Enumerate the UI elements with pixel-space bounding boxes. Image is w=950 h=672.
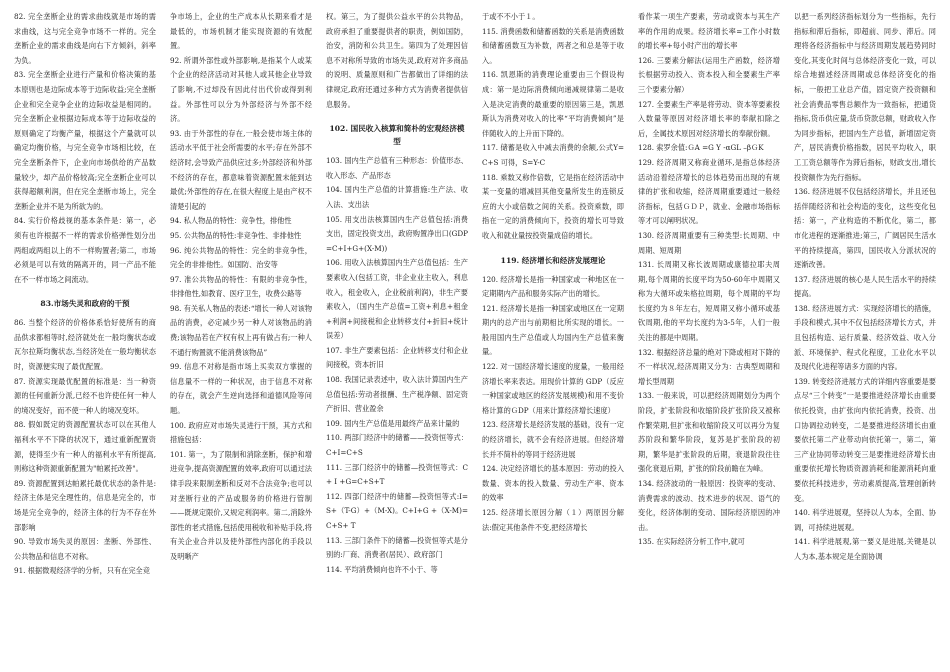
- paragraph: 争市场上，企业的生产成本从长期来看才是最低的，市场机制才能实现资源的有效配置。: [170, 12, 312, 51]
- paragraph: 122. 对一国经济增长速度的度量，一般用经济增长率来表达。用现价计算的 GDP（反应一种国家或地区的经济发展规模)和用不变价格计算的ＧDP（用来计算经济增长速度）: [482, 362, 624, 415]
- paragraph: 140. 科学进展观，坚持以人为本，全面、协调，可持续进展观。: [794, 508, 936, 532]
- paragraph: 121. 经济增长是指一种国家或地区在一定期期内的总产出与前期相比所实现的增长。一般用国内生产总值或人均国内生产总值来衡量。: [482, 303, 624, 357]
- paragraph: 83. 完全垄断企业进行产量和价格决策的基本原则也是边际成本等于边际收益;完全垄断企业和完全竞争企业的边际收益是相同的。完全垄断企业根据边际成本等于边际收益的原则确定了均衡产量，根据这个产量就可以确定均衡价格，与完全竞争市场相比较，在完全垄断条件下，企业向市场供给的产品数量较少，却产品价格较高;完全垄断企业可以获得超额利润，但在完全垄断市场上，完全垄断企业并不是为所欲为的。: [14, 70, 156, 211]
- paragraph: 136. 经济进展不仅包括经济增长，并且还包括伴随经济和社会构造的变化，这些变化包括：第一，产业构造的不断优化，第二，都市化进程的逐渐推进;第三，广阔居民生活水平的持续提高，第四，国民收入分派状况的逐渐改善。: [794, 187, 936, 270]
- paragraph: 135. 在实际经济分析工作中,就可: [638, 537, 745, 547]
- paragraph: 97. 准公共物品的特性：有限的非竞争性，非排他性,如教育、医疗卫生，收费公路等: [170, 274, 312, 299]
- paragraph: 125. 经济增长原因分解（１）两原因分解法:假定其他条件不变,把经济增长: [482, 508, 624, 532]
- paragraph: 103. 国内生产总值有三种形态：价值形态、收入形态、产品形态: [326, 156, 468, 180]
- section-heading: 119. 经济增长和经济发展理论: [500, 255, 606, 265]
- paragraph: 139. 转变经济进展方式的详细内容重要是要点尽“三个转变”一是要推进经济增长由重要依托投资，由扩张向内依托消费，投资、出口协调拉动转变，二是要推进经济增长由重要依托第二产业带动向依托第一，第二，第三产业协同带动转变三是要推进经济增长由重要依托增长物质资源消耗和能源消耗向重要依托科技进步，劳动素质提高,管理创新转变。: [794, 376, 936, 503]
- paragraph: 87. 资源实现最优配置的标准是：当一种资源的任何重新分派,已经不也许使任何一种人的境况变好，而不使一种人的境况变坏。: [14, 376, 156, 415]
- text-column-4: [482, 10, 624, 666]
- paragraph: 100. 政府应对市场失灵进行干预，其方式和措施包括：: [170, 420, 312, 445]
- paragraph: 92. 所谓外部性或外部影响,是指某个人或某个企业的经济活动对其他人或其他企业导致了影响,不过却没有因此付出代价或得到利益。外部性可以分为外部经济与外部不经济。: [170, 55, 312, 124]
- paragraph: 105. 用支出法核算国内生产总值包括:消费支出，固定投资支出，政府购置净出口(GDP=C+I+G+(X-M)): [326, 214, 468, 253]
- paragraph: 96. 纯公共物品的特性：完全的非竞争性，完全的非排他性。如国防、治安等: [170, 245, 312, 270]
- section-heading: 102. 国民收入核算和简朴的宏观经济模型: [329, 124, 465, 147]
- paragraph: 113. 三部门条件下的储蓄—投资恒等式是分别的:厂商、消费者(居民）、政府部门: [326, 535, 468, 560]
- paragraph: 132. 根据经济总量的绝对下降或相对下降的不一样状况,经济周期又分为：古典型周期和增长型周期: [638, 347, 780, 386]
- text-column-5: [638, 10, 780, 666]
- paragraph: 137. 经济进展的核心是人民生活水平的持续提高。: [794, 274, 936, 299]
- paragraph: 109. 国内生产总值是用最终产品来计量的: [326, 418, 460, 428]
- text-column-3: [326, 10, 468, 666]
- paragraph: 93. 由于外部性的存在,一般会使市场主体的活动水平低于社会所需要的水平;存在外部不经济时,会导致产品供应过多;外部经济和外部不经济的存在，都意味着资源配置未能到达最优;外部性的存在,在很大程度上是由产权不清楚引起的: [170, 128, 312, 211]
- paragraph: 98. 有关私人物品的表述:“增长一种人对该物品的消费，必定减少另一种人对该物品的消费;该物品若在产权有权上再有做占有;一种人不通行购置就不能消费该物品”: [170, 303, 312, 357]
- paragraph: 141. 科学进展观,第一要义是进展,关键是以人为本,基本规定是全面协调: [794, 537, 936, 561]
- paragraph: 108. 我国记录表述中，收入法计算国内生产总值包括:劳动者报酬、生产税净额、固定资产折旧、营业盈余: [326, 375, 468, 414]
- paragraph: 133. 一般来说，可以把经济周期划分为两个阶段，扩张阶段和收缩阶段扩张阶段又被称作繁荣期,但扩张和收缩阶段又可以再分为复苏阶段和繁华阶段，复苏是扩张阶段的初期，繁华是扩张阶段的后期，衰退阶段往往强化衰退后期，扩张的阶段前瞻在为峰。: [638, 391, 780, 474]
- text-column-1: [14, 10, 156, 666]
- paragraph: 134. 经济波动的一般原因：投资率的变动、消费需求的波动、技术进步的状况、语气的变化，经济体制的变动、国际经济原因的冲击。: [638, 479, 780, 532]
- paragraph: 88. 假如既定的资源配置状态可以在其他人福利水平不下降的状况下，通过重新配置资源，使得至少有一种人的福利水平有所提高,则称这种资源重新配置为"帕累托改善"。: [14, 420, 156, 474]
- paragraph: 107. 非生产要素包括：企业转移支付和企业间接税，资本折旧: [326, 345, 468, 370]
- paragraph: 101. 第一，为了限制和消除垄断，保护和增进竞争,提高资源配置的效率,政府可以通过法律手段来限制垄断和反对不合法竞争;也可以对垄断行业的产品或服务的价格进行管制——既规定限价,又规定利润率。第二,消除外部性的老式措施,包括使用税收和补贴手段,将有关企业合并以及使外部性内部化的手段以及明晰产: [170, 449, 312, 561]
- paragraph: 106. 用收入法核算国内生产总值包括：生产要素收入(包括工资，非企业业主收入，利息收入，租金收入，企业税前利润)，非生产要素收入，（国内生产总值=工资+利息+租金+利润+间接税和企业转移支付+折旧+统计误差）: [326, 258, 468, 341]
- paragraph: 91. 根据微观经济学的分析，只有在完全竞: [14, 566, 150, 576]
- paragraph: 118. 乘数又称作倍数，它是指在经济活动中某一变量的增减回其他变量所发生的连锁反应的大小或倍数之间的关系。投资乘数，即指在一定的消费倾向下，投资的增长可导致收入和就业量按投资量成倍的增长。: [482, 172, 624, 240]
- paragraph: 104. 国内生产总值的计算措施:生产法、收入法、支出法: [326, 185, 468, 209]
- paragraph: 111. 三部门经济中的储蓄—投资恒等式：C+ I +G=C+S+T: [326, 462, 468, 487]
- text-column-6: [794, 10, 936, 666]
- paragraph: 130. 经济周期重要有三种类型:长周期、中周期、短周期: [638, 230, 780, 255]
- paragraph: 123. 经济增长是经济发展的基础，没有一定的经济增长，就不会有经济进展。但经济增长并不简朴的等同于经济进展: [482, 420, 624, 459]
- paragraph: 99. 信息不对称是指市场上买卖双方掌握的信息量不一样的一种状况，由于信息不对称的存在，就会产生逆向选择和道德风险等问题。: [170, 362, 312, 416]
- text-column-2: [170, 10, 312, 666]
- paragraph: 90. 导致市场失灵的原因：垄断、外部性、公共物品和信息不对称。: [14, 537, 156, 561]
- paragraph: 86. 当整个经济的价格体系恰好使所有的商品供求都相等时,经济就处在一般均衡状态或瓦尔拉斯均衡状态,当经济处在一般均衡状态时，资源便实现了最优配置。: [14, 318, 156, 372]
- paragraph: 114. 平均消费倾向也许不小于、等: [326, 564, 438, 574]
- paragraph: 84. 实行价格歧视的基本条件是：第一，必须有也许根据不一样的需求价格弹性划分出两组或两组以上的不一样购置者;第二，市场必须是可以有效的隔离开的，同一产品不能在不一样市场之间流动。: [14, 216, 156, 284]
- paragraph: 116. 凯恩斯的消费理论重要由三个假设构成：第一是边际消费倾向递减规律第二是收入是决定消费的最重要的原因第三是，凯恩斯认为消费对收入的比率“平均消费倾向”是伴随收入的上升而下降的。: [482, 70, 624, 138]
- paragraph: 89. 资源配置到达帕累托最优状态的条件是:经济主体是完全理性的，信息是完全的，市场是完全竞争的，经济主体的行为不存在外部影响: [14, 478, 156, 532]
- paragraph: 82. 完全垄断企业的需求曲线就是市场的需求曲线，这与完全竞争市场不一样的。完全垄断企业的需求曲线是向右下方倾斜，斜率为负。: [14, 12, 156, 65]
- paragraph: 112. 四部门经济中的储蓄—投资恒等式:I= S+（T-G）+（M-X)。C+I+G +（X-M)= C+S+ T: [326, 491, 468, 530]
- paragraph: 120. 经济增长是指一种国家或一种地区在一定期期内产品和服务实际产出的增长。: [482, 274, 624, 299]
- paragraph: 129. 经济周期又称商业循环,是指总体经济活动沿着经济增长的总体趋势而出现的有规律的扩张和收缩，经济周期重要通过一般经济指标，包括ＧＤＰ，就业、金融市场指标等才可以阐明状况。: [638, 157, 780, 226]
- paragraph: 128. 索罗余值:ＧA =G Y -αGL –βＧK: [638, 143, 764, 153]
- paragraph: 131. 长周期又称长波周期或康德拉耶夫周期,每个周期的长度平均为50-60年中周期又称为大循环或朱格拉周期，每个周期的平均长度约为８年左右，短周期又称小循环或基钦周期,他的平均长度约为3-5年，人们一般关注的都是中周期。: [638, 260, 780, 343]
- paragraph: 127. 全要素生产率是将劳动、资本等要素投入数量等原因对经济增长率的奉献扣除之后，全属技术原因对经济增长的奉献份额。: [638, 99, 780, 138]
- paragraph: 看作某一项生产要素，劳动或资本与其生产率的作用的成果。经济增长率=工作小时数的增长率+每小时产出的增长率: [638, 12, 780, 51]
- paragraph: 94. 私人物品的特性：竞争性，排他性: [170, 216, 292, 226]
- paragraph: 权。第三，为了提供公益水平的公共物品，政府承担了重要提供者的职责，例如国防，治安，消防和公共卫生。第四为了处理因信息不对称所导致的市场失灵,政府对许多商品的说明、质量原则和广告都做出了详细的法律规定,政府还通过多种方式为消费者提供信息服务。: [326, 12, 468, 109]
- paragraph: 110. 两部门经济中的储蓄——投资恒等式：C+I=C+S: [326, 433, 468, 458]
- paragraph: 117. 储蓄是收入中减去消费的余额,公式Y=C+S 可得，S=Y-C: [482, 143, 624, 167]
- section-heading: 83.市场失灵和政府的干预: [40, 299, 130, 309]
- paragraph: 126. 三要素分解法(运用生产函数，经济增长根据劳动投入、资本投入和全要素生产率三个要素分解）: [638, 55, 780, 94]
- paragraph: 以把一系列经济指标划分为一些指标，先行指标和滞后指标，即超前、同步、滞后。同理将各经济指标中与经济周期发展趋势同时变化,其变化时间与总体经济变化一致，可以综合地描述经济周期或总体经济变化的指标，一般把工业总产值，固定资产投资额和社会消费品零售总额作为一致指标，把通货指标,货币供应量,货币贷款总额，财政收入作为同步指标，把国内生产总值，新增固定资产，居民消费价格指数，居民平均收入，职工工资总额等作为滞后指标，财政支出,增长投资额作为先行指标。: [794, 12, 936, 182]
- paragraph: 95. 公共物品的特性:非竞争性、非排他性: [170, 230, 302, 240]
- paragraph: 115. 消费函数和储蓄函数的关系是消费函数和储蓄函数互为补数，两者之和总是等于收入。: [482, 26, 624, 65]
- paragraph: 124. 决定经济增长的基本原因：劳动的投入数量、资本的投入数量、劳动生产率、资本的效率: [482, 464, 624, 503]
- paragraph: 138. 经济进展方式：实现经济增长的措施，手段和模式,其中不仅包括经济增长方式，并且包括构造、运行质量、经济效益、收入分派、环境保护、程式化程度，工业化水平以及现代化进程等诸多方面的内容。: [794, 303, 936, 372]
- paragraph: 于或不不小于１。: [482, 12, 540, 21]
